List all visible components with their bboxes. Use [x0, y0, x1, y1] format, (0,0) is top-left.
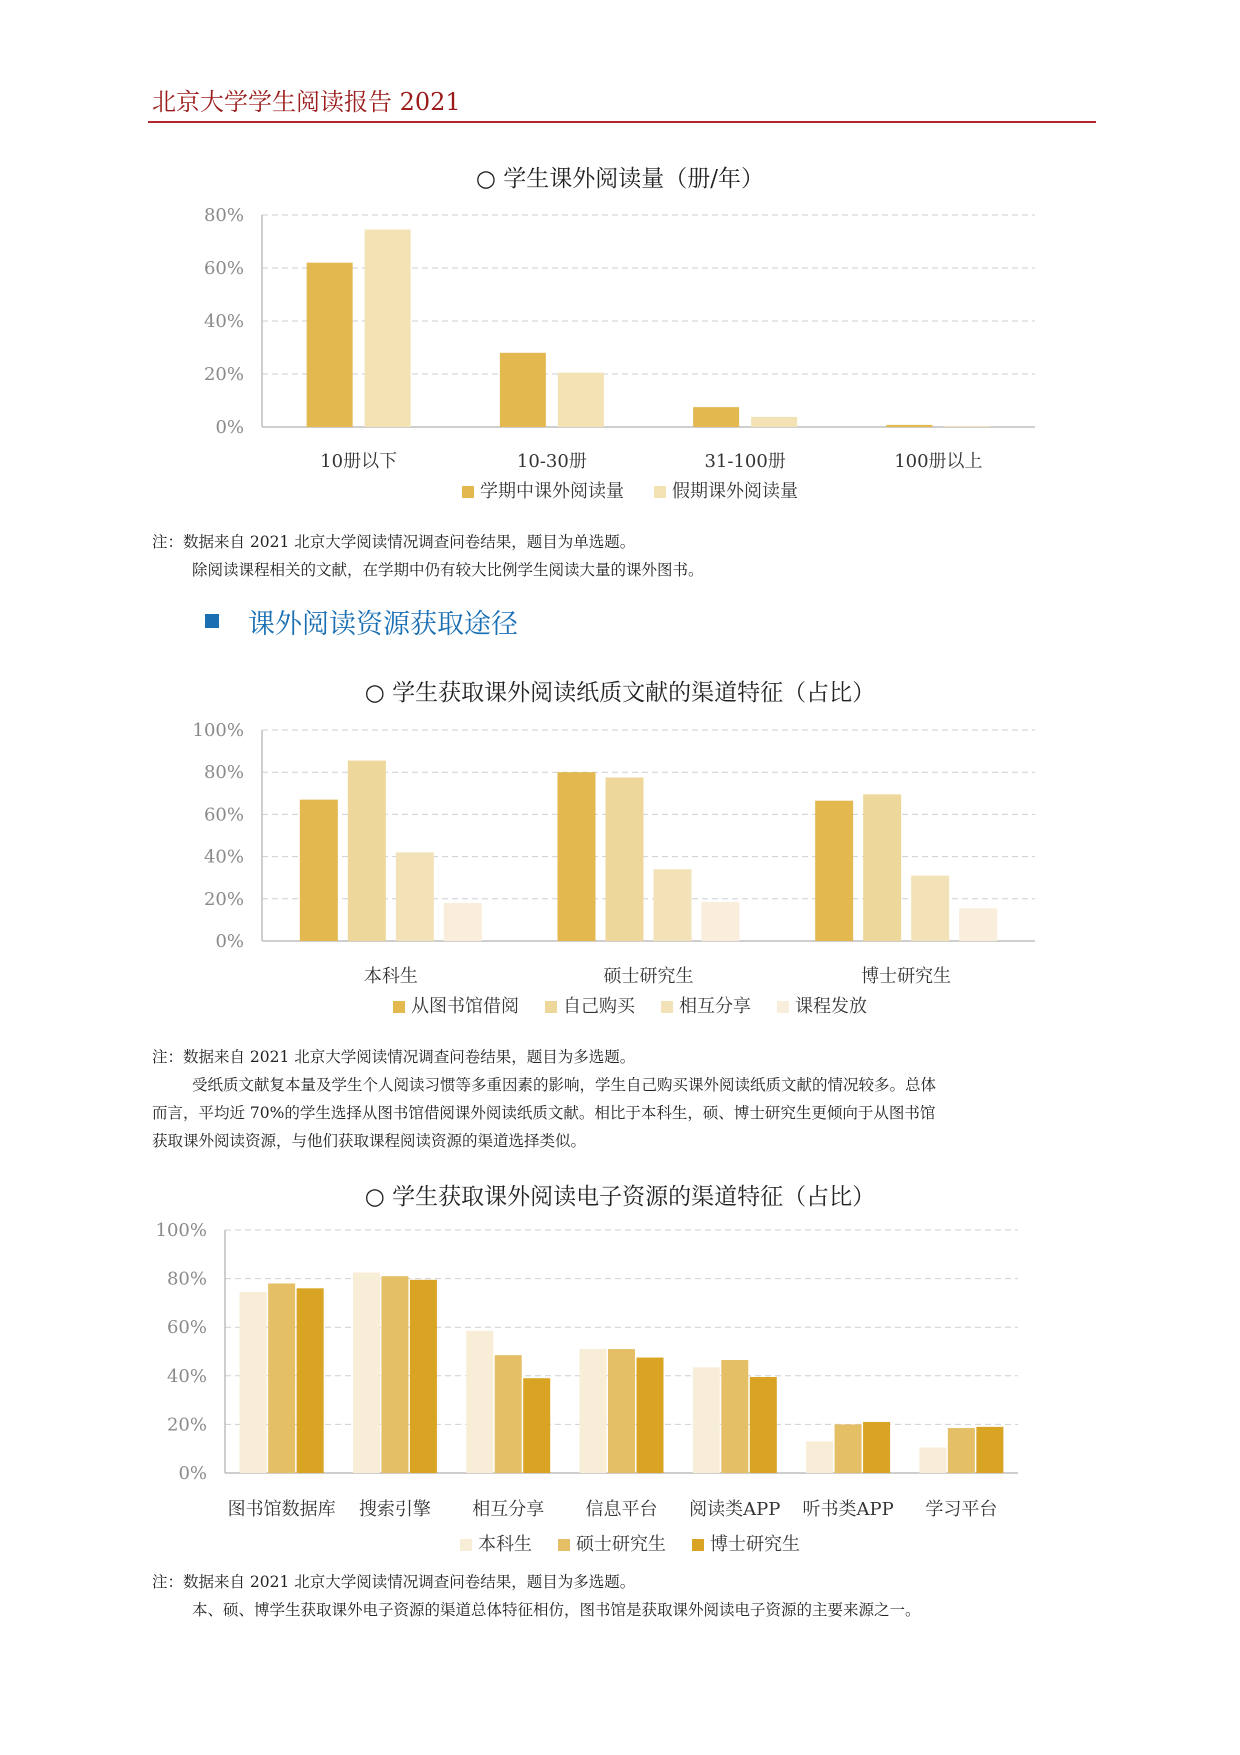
section-bullet-icon: [205, 614, 219, 628]
bar: [580, 1349, 607, 1473]
legend-label: 博士研究生: [710, 1534, 800, 1555]
bar: [396, 852, 434, 941]
chart2-title: ○ 学生获取课外阅读纸质文献的渠道特征（占比）: [364, 680, 876, 706]
y-tick-label: 80%: [166, 1268, 207, 1290]
legend-swatch: [777, 1001, 789, 1013]
x-category-label: 本科生: [363, 966, 418, 987]
x-category-label: 听书类APP: [802, 1499, 894, 1520]
legend-label: 相互分享: [679, 996, 751, 1017]
bar: [297, 1288, 324, 1473]
bar: [495, 1355, 522, 1473]
bar: [606, 777, 644, 941]
y-tick-label: 40%: [203, 311, 244, 332]
y-tick-label: 100%: [155, 1220, 207, 1241]
legend-swatch: [393, 1001, 405, 1013]
bar: [558, 373, 604, 427]
x-category-label: 31-100册: [704, 451, 786, 472]
bar: [693, 1367, 720, 1473]
chart3-note: [152, 1568, 1102, 1624]
y-tick-label: 40%: [203, 846, 244, 868]
y-tick-label: 0%: [178, 1463, 207, 1484]
report-header-title: 北京大学学生阅读报告 2021: [152, 88, 461, 116]
x-category-label: 10-30册: [516, 451, 587, 472]
bar: [919, 1447, 946, 1473]
reading-volume-chart: [0, 195, 1240, 515]
bar: [365, 230, 411, 427]
chart1-title: ○ 学生课外阅读量（册/年）: [475, 166, 765, 192]
legend-swatch: [462, 486, 474, 498]
bar: [353, 1273, 380, 1473]
bar: [500, 353, 546, 427]
header-divider: [148, 121, 1096, 123]
y-tick-label: 20%: [203, 888, 244, 910]
x-category-label: 硕士研究生: [603, 966, 694, 987]
bar: [300, 800, 338, 941]
bar: [750, 1377, 777, 1473]
section-heading: 课外阅读资源获取途径: [248, 609, 518, 640]
bar: [637, 1358, 664, 1473]
x-category-label: 图书馆数据库: [227, 1499, 336, 1520]
bar: [702, 902, 740, 941]
note-line: 注：数据来自 2021 北京大学阅读情况调查问卷结果，题目为单选题。: [152, 533, 636, 551]
bar: [558, 772, 596, 941]
bar: [806, 1441, 833, 1473]
bar: [608, 1349, 635, 1473]
bar: [410, 1280, 437, 1473]
legend-label: 从图书馆借阅: [411, 996, 519, 1017]
bar: [654, 869, 692, 941]
bar: [444, 903, 482, 941]
y-tick-label: 60%: [166, 1317, 207, 1339]
legend-swatch: [545, 1001, 557, 1013]
bar: [976, 1427, 1003, 1473]
x-category-label: 博士研究生: [861, 966, 952, 987]
x-category-label: 阅读类APP: [689, 1499, 781, 1520]
legend-label: 自己购买: [563, 996, 635, 1017]
paper-resource-channel-chart: [0, 710, 1240, 1040]
bar: [240, 1292, 267, 1473]
y-tick-label: 20%: [203, 364, 244, 385]
bar: [948, 1428, 975, 1473]
x-category-label: 学习平台: [925, 1499, 998, 1520]
bar: [307, 263, 353, 427]
y-tick-label: 80%: [203, 762, 244, 784]
legend-swatch: [460, 1539, 472, 1551]
legend-label: 本科生: [478, 1534, 532, 1555]
note-line: 注：数据来自 2021 北京大学阅读情况调查问卷结果，题目为多选题。: [152, 1048, 636, 1066]
legend-label: 硕士研究生: [576, 1534, 666, 1555]
bar: [944, 426, 990, 427]
chart3-title: ○ 学生获取课外阅读电子资源的渠道特征（占比）: [364, 1184, 876, 1210]
bar: [863, 1422, 890, 1473]
legend-label: 假期课外阅读量: [672, 481, 798, 502]
legend-label: 课程发放: [795, 996, 867, 1017]
bar: [911, 876, 949, 941]
legend-swatch: [661, 1001, 673, 1013]
legend-swatch: [692, 1539, 704, 1551]
bar: [268, 1283, 295, 1473]
bar: [959, 908, 997, 941]
bar: [886, 425, 932, 427]
note-line: 而言，平均近 70%的学生选择从图书馆借阅课外阅读纸质文献。相比于本科生，硕、博士研究生更倾向于从图书馆: [152, 1104, 936, 1122]
bar: [835, 1424, 862, 1473]
x-category-label: 信息平台: [585, 1499, 658, 1520]
y-tick-label: 100%: [192, 720, 244, 741]
chart2-note: [152, 1043, 1102, 1155]
bar: [863, 794, 901, 941]
y-tick-label: 60%: [203, 804, 244, 826]
y-tick-label: 20%: [166, 1414, 207, 1436]
x-category-label: 搜索引擎: [358, 1499, 431, 1520]
legend-swatch: [654, 486, 666, 498]
y-tick-label: 40%: [166, 1365, 207, 1387]
legend-label: 学期中课外阅读量: [480, 481, 624, 502]
legend-swatch: [558, 1539, 570, 1551]
note-line: 除阅读课程相关的文献，在学期中仍有较大比例学生阅读大量的课外图书。: [192, 561, 704, 579]
bar: [721, 1360, 748, 1473]
bar: [693, 407, 739, 427]
x-category-label: 相互分享: [472, 1499, 545, 1520]
note-line: 受纸质文献复本量及学生个人阅读习惯等多重因素的影响，学生自己购买课外阅读纸质文献的情况较多。总体: [192, 1076, 937, 1094]
y-tick-label: 0%: [215, 931, 244, 952]
electronic-resource-channel-chart: [0, 1210, 1240, 1570]
bar: [751, 417, 797, 427]
y-tick-label: 0%: [215, 417, 244, 438]
bar: [381, 1276, 408, 1473]
bar: [348, 761, 386, 941]
note-line: 本、硕、博学生获取课外电子资源的渠道总体特征相仿，图书馆是获取课外阅读电子资源的主要来源之一。: [192, 1601, 921, 1619]
bar: [523, 1378, 550, 1473]
note-line: 注：数据来自 2021 北京大学阅读情况调查问卷结果，题目为多选题。: [152, 1573, 636, 1591]
bar: [815, 801, 853, 941]
y-tick-label: 80%: [203, 205, 244, 226]
y-tick-label: 60%: [203, 258, 244, 279]
note-line: 获取课外阅读资源，与他们获取课程阅读资源的渠道选择类似。: [152, 1132, 587, 1150]
x-category-label: 10册以下: [320, 451, 398, 472]
chart1-note: [152, 528, 1102, 584]
x-category-label: 100册以上: [894, 451, 983, 472]
bar: [466, 1331, 493, 1473]
